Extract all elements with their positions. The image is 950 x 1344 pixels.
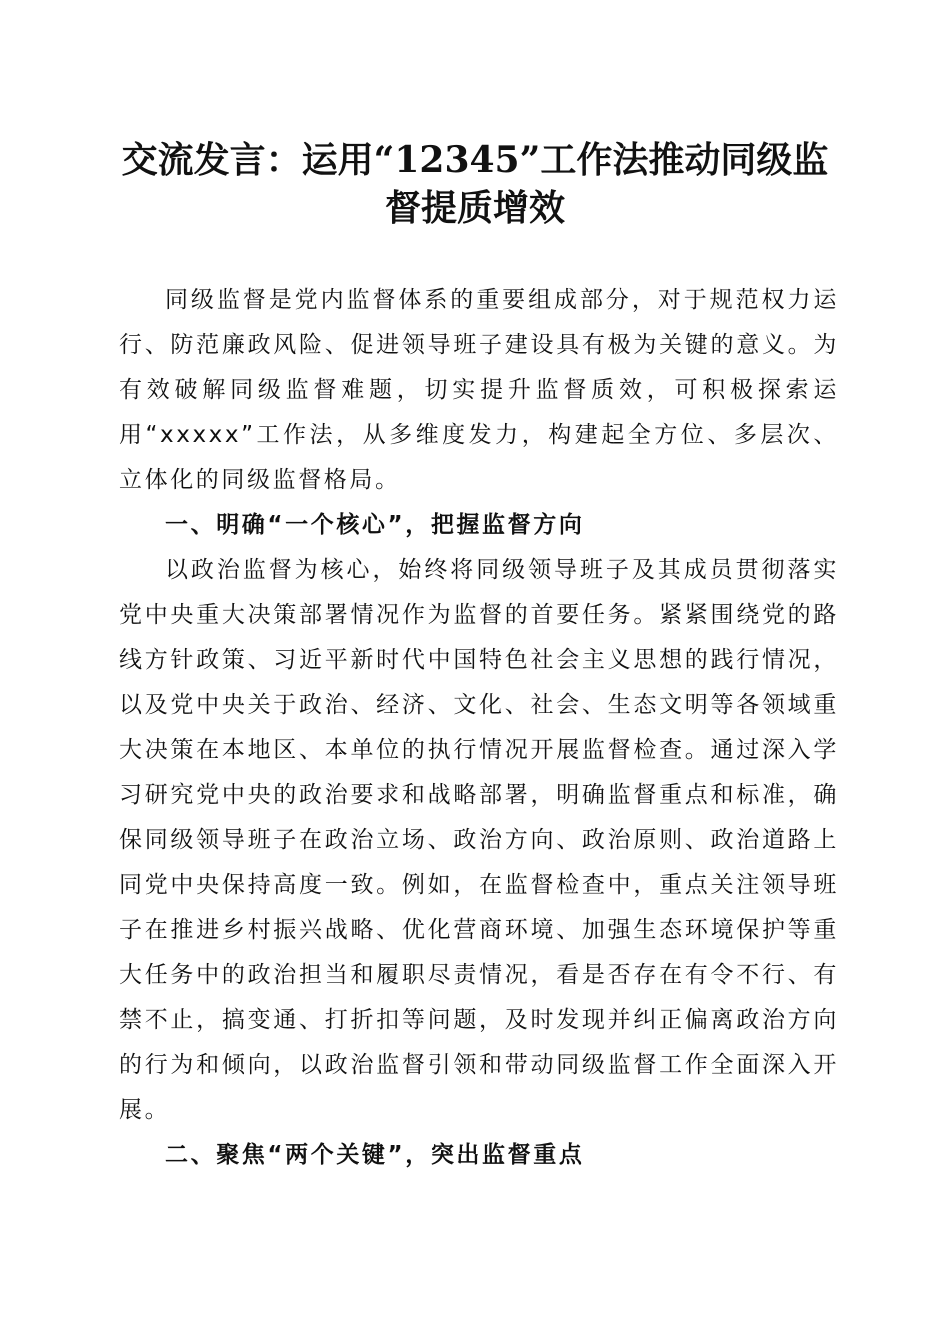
section-1-heading: 一、明确“一个核心”，把握监督方向 (165, 512, 585, 538)
section-2-heading: 二、聚焦“两个关键”，突出监督重点 (165, 1142, 585, 1168)
title-line-2: 督提质增效 (384, 187, 565, 229)
section-1-paragraph: 以政治监督为核心，始终将同级领导班子及其成员贯彻落实党中央重大决策部署情况作为监督的首要任务。紧紧围绕党的路线方针政策、习近平新时代中国特色社会主义思想的践行情况，以及党中央关于政治、经济、文化、社会、生态文明等各领域重大决策在本地区、本单位的执行情况开展监督检查。通过深入学习研究党中央的政治要求和战略部署，明确监督重点和标准，确保同级领导班子在政治立场、政治方向、政治原则、政治道路上同党中央保持高度一致。例如，在监督检查中，重点关注领导班子在推进乡村振兴战略、优化营商环境、加强生态环境保护等重大任务中的政治担当和履职尽责情况，看是否存在有令不行、有禁不止，搞变通、打折扣等问题，及时发现并纠正偏离政治方向的行为和倾向，以政治监督引领和带动同级监督工作全面深入开展。 (119, 557, 839, 1123)
document-title (100, 136, 850, 232)
title-line-1: 交流发言：运用“12345”工作法推动同级监 (121, 139, 829, 181)
intro-paragraph: 同级监督是党内监督体系的重要组成部分，对于规范权力运行、防范廉政风险、促进领导班子建设具有极为关键的意义。为有效破解同级监督难题，切实提升监督质效，可积极探索运用“xxxxx”工作法，从多维度发力，构建起全方位、多层次、立体化的同级监督格局。 (119, 287, 839, 493)
document-body (119, 278, 839, 1178)
